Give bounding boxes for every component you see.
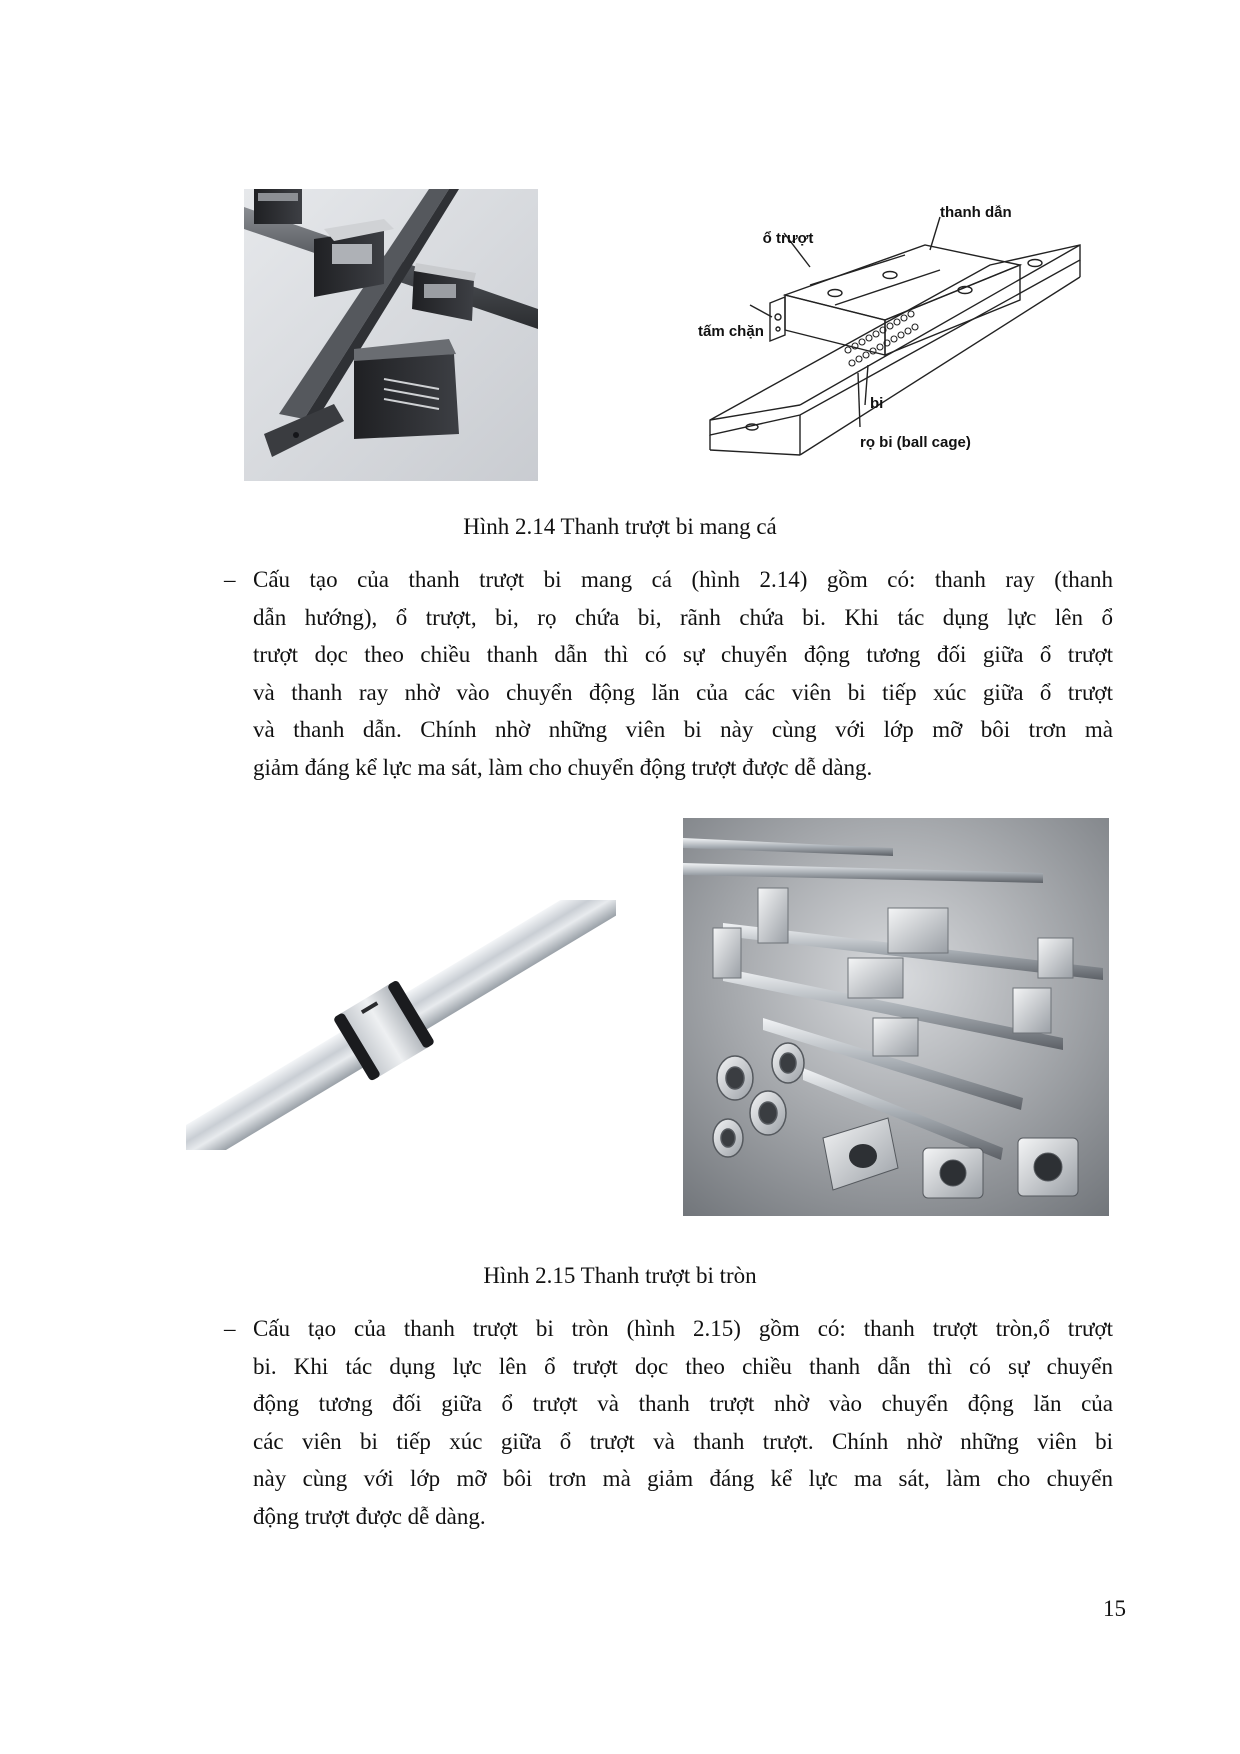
linear-guide-diagram xyxy=(690,205,1090,465)
bullet: – xyxy=(224,567,236,592)
paragraph-line: giảm đáng kể lực ma sát, làm cho chuyển động trượt được dễ dàng. xyxy=(253,754,873,780)
paragraph-1 xyxy=(224,561,1113,787)
round-shaft-photo xyxy=(186,900,616,1150)
paragraph-line: các viên bi tiếp xúc giữa ổ trượt và thanh trượt. Chính nhờ những viên bi xyxy=(253,1428,1113,1454)
label-carriage: ổ trượt xyxy=(762,230,814,247)
linear-guide-photo xyxy=(244,189,538,481)
paragraph-2 xyxy=(224,1310,1113,1536)
paragraph-line: và thanh ray nhờ vào chuyển động lăn của các viên bi tiếp xúc giữa ổ trượt xyxy=(253,679,1113,705)
paragraph-line: này cùng với lớp mỡ bôi trơn mà giảm đáng kể lực ma sát, làm cho chuyển xyxy=(253,1466,1113,1492)
label-ball-cage: rọ bi (ball cage) xyxy=(860,434,971,451)
paragraph-line: dẫn hướng), ổ trượt, bi, rọ chứa bi, rãnh chứa bi. Khi tác dụng lực lên ổ xyxy=(253,604,1113,630)
paragraph-line: Cấu tạo của thanh trượt bi tròn (hình 2.15) gồm có: thanh trượt tròn,ổ trượt xyxy=(253,1316,1113,1341)
round-rail-assortment-photo xyxy=(683,818,1109,1216)
paragraph-line: trượt dọc theo chiều thanh dẫn thì có sự chuyển động tương đối giữa ổ trượt xyxy=(253,642,1113,668)
paragraph-line: động tương đối giữa ổ trượt và thanh trượt nhờ vào chuyển động lăn của xyxy=(253,1391,1113,1417)
paragraph-line: động trượt được dễ dàng. xyxy=(253,1503,486,1529)
figure-2-14-caption: Hình 2.14 Thanh trượt bi mang cá xyxy=(463,514,777,539)
label-ball: bi xyxy=(870,395,884,412)
label-rail: thanh dẫn xyxy=(940,205,1012,221)
paragraph-line: Cấu tạo của thanh trượt bi mang cá (hình 2.14) gồm có: thanh ray (thanh xyxy=(253,567,1113,592)
bullet: – xyxy=(224,1316,236,1341)
paragraph-line: và thanh dẫn. Chính nhờ những viên bi này cùng với lớp mỡ bôi trơn mà xyxy=(253,717,1113,743)
label-end-plate: tấm chặn xyxy=(698,323,764,340)
page-number: 15 xyxy=(1103,1596,1126,1621)
figure-2-15-caption: Hình 2.15 Thanh trượt bi tròn xyxy=(483,1263,757,1288)
paragraph-line: bi. Khi tác dụng lực lên ổ trượt dọc theo chiều thanh dẫn thì có sự chuyển xyxy=(253,1353,1113,1379)
